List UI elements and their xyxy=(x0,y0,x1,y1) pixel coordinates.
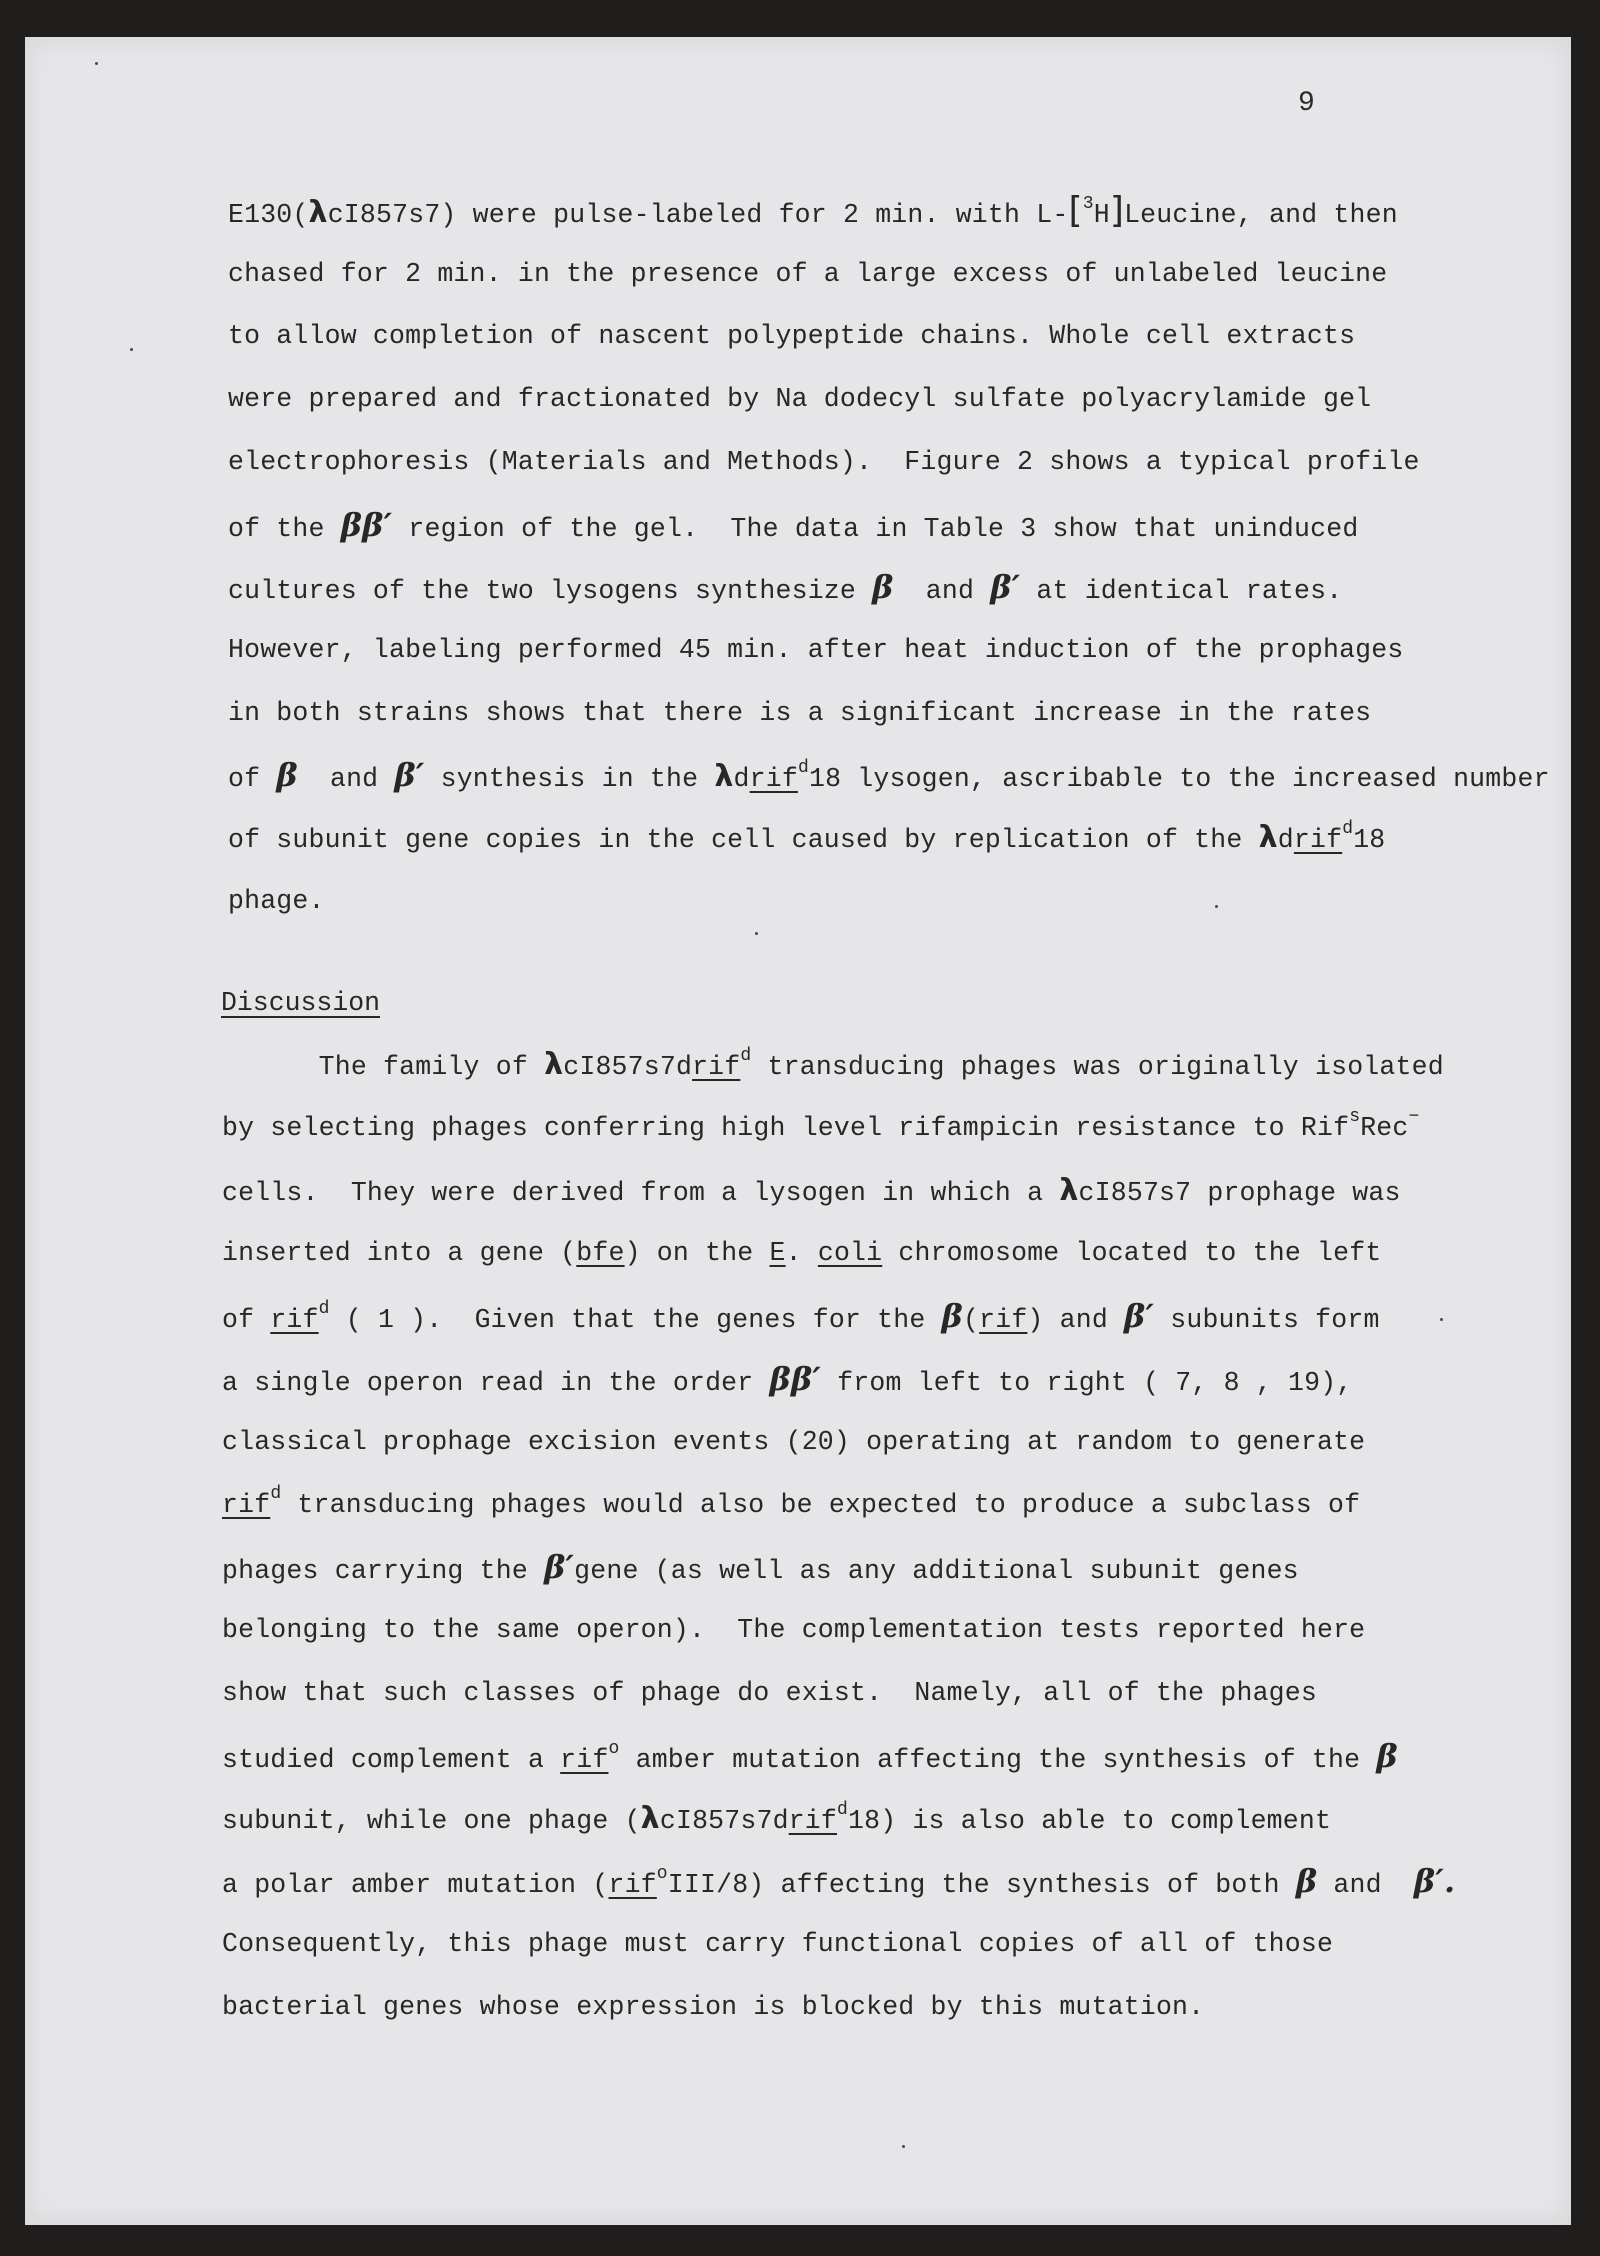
text-run: inserted into a gene ( xyxy=(222,1238,577,1269)
text-run: H xyxy=(1093,200,1110,230)
text-run: chromosome located to the left xyxy=(882,1238,1382,1269)
underlined-term: rif xyxy=(788,1805,837,1836)
text-run: region of the gel. The data in Table 3 show that uninduced xyxy=(392,513,1359,544)
text-run: 18 lysogen, ascribable to the increased number xyxy=(808,764,1550,795)
text-run: subunit, while one phage ( xyxy=(222,1805,641,1836)
scan-speck xyxy=(1215,905,1218,908)
text-run: E130( xyxy=(228,200,309,230)
text-run: from left to right ( 7, 8 , 19), xyxy=(821,1368,1353,1398)
text-run: cI857s7d xyxy=(659,1805,789,1836)
underlined-term: coli xyxy=(817,1238,883,1269)
text-run: bacterial genes whose expression is blocked by this mutation. xyxy=(222,1992,1205,2022)
underlined-term: rif xyxy=(1293,825,1343,855)
text-line xyxy=(228,382,1371,416)
greek-beta: ββ′ xyxy=(340,505,393,544)
text-run: d xyxy=(733,764,750,795)
scan-speck xyxy=(130,348,133,351)
greek-beta: β′ xyxy=(544,1548,575,1587)
text-run: classical prophage excision events (20) operating at random to generate xyxy=(222,1426,1366,1457)
text-run: amber mutation affecting the synthesis of the xyxy=(619,1744,1377,1775)
scan-speck xyxy=(95,62,98,65)
underlined-term: bfe xyxy=(576,1238,625,1269)
discussion-heading: Discussion xyxy=(221,988,381,1018)
text-run: cI857s7d xyxy=(563,1052,693,1082)
text-run: were prepared and fractionated by Na dodecyl sulfate polyacrylamide gel xyxy=(228,384,1372,415)
text-run: III/8) affecting the synthesis of both xyxy=(667,1870,1296,1901)
greek-beta: β xyxy=(1376,1736,1398,1775)
text-line xyxy=(222,1736,1398,1777)
text-run: to allow completion of nascent polypeptide chains. Whole cell extracts xyxy=(228,321,1356,352)
superscript: 3 xyxy=(1082,194,1094,214)
text-run: of xyxy=(222,1305,271,1336)
text-run: gene (as well as any additional subunit genes xyxy=(574,1556,1299,1587)
greek-beta: β xyxy=(276,756,298,795)
text-line xyxy=(222,1236,1381,1270)
superscript: − xyxy=(1408,1106,1420,1127)
scan-speck xyxy=(902,2145,905,2148)
underlined-term: rif xyxy=(560,1744,609,1775)
text-run: of xyxy=(228,764,277,795)
text-run: cells. They were derived from a lysogen in which a xyxy=(222,1177,1060,1208)
text-line xyxy=(222,1174,1401,1210)
underlined-term: rif xyxy=(270,1305,319,1336)
text-run: d xyxy=(1277,825,1294,855)
text-run: of subunit gene copies in the cell caused by replication of the xyxy=(228,825,1259,855)
text-run: However, labeling performed 45 min. after heat induction of the prophages xyxy=(228,634,1404,665)
text-line xyxy=(228,445,1420,479)
text-run: transducing phages would also be expected to produce a subclass of xyxy=(281,1489,1361,1520)
text-run: Consequently, this phage must carry functional copies of all of those xyxy=(222,1929,1334,1960)
superscript: d xyxy=(740,1046,752,1066)
text-line xyxy=(222,1927,1333,1961)
page-number: 9 xyxy=(1298,88,1315,119)
superscript: d xyxy=(837,1799,849,1820)
text-run: in both strains shows that there is a significant increase in the rates xyxy=(228,697,1372,728)
underlined-term: rif xyxy=(692,1052,741,1082)
text-run: by selecting phages conferring high level rifampicin resistance to Rif xyxy=(222,1112,1350,1143)
text-run: a polar amber mutation ( xyxy=(222,1870,609,1901)
superscript: d xyxy=(270,1483,282,1504)
text-line xyxy=(228,257,1387,291)
text-run: show that such classes of phage do exist. Namely, all of the phages xyxy=(222,1678,1317,1708)
greek-beta: β′. xyxy=(1413,1862,1456,1901)
text-run: . xyxy=(785,1238,818,1269)
superscript: o xyxy=(608,1738,620,1759)
text-run: at identical rates. xyxy=(1020,576,1343,607)
text-run: phages carrying the xyxy=(222,1556,545,1587)
text-line xyxy=(228,696,1371,730)
text-run: cI857s7) were pulse-labeled for 2 min. with L- xyxy=(327,200,1069,230)
greek-lambda: λ xyxy=(544,1047,564,1082)
text-run: ( 1 ). Given that the genes for the xyxy=(329,1305,942,1336)
superscript: d xyxy=(797,758,809,779)
underlined-term: rif xyxy=(979,1305,1028,1336)
text-line xyxy=(228,884,325,918)
superscript: s xyxy=(1349,1106,1361,1127)
text-run: ) on the xyxy=(624,1238,770,1269)
text-line xyxy=(228,190,1398,232)
text-run: and xyxy=(297,764,395,795)
text-run: a single operon read in the order xyxy=(222,1368,770,1398)
text-run: ( xyxy=(963,1305,980,1336)
text-line xyxy=(222,1550,1299,1588)
text-line xyxy=(222,1362,1352,1400)
text-run: and xyxy=(1317,1870,1414,1901)
superscript: o xyxy=(656,1864,668,1885)
underlined-term: E xyxy=(769,1238,786,1269)
text-run: transducing phages was originally isolated xyxy=(751,1052,1444,1082)
text-run: cI857s7 prophage was xyxy=(1078,1177,1401,1208)
bracket: ] xyxy=(1109,190,1125,231)
greek-lambda: λ xyxy=(1258,820,1278,855)
text-run: The family of xyxy=(222,1052,545,1082)
text-run: synthesis in the xyxy=(424,764,715,795)
greek-beta: β xyxy=(1295,1862,1318,1901)
underlined-term: rif xyxy=(222,1489,271,1520)
text-line xyxy=(228,633,1404,667)
text-line xyxy=(228,505,1359,546)
text-line xyxy=(222,1799,1332,1838)
text-run: Leucine, and then xyxy=(1124,200,1398,230)
greek-beta: β′ xyxy=(990,568,1021,607)
text-line xyxy=(228,758,1550,796)
text-line xyxy=(222,1864,1455,1902)
text-line xyxy=(222,1676,1317,1710)
text-line xyxy=(222,1299,1380,1337)
greek-lambda: λ xyxy=(714,759,734,795)
text-run: studied complement a xyxy=(222,1744,561,1775)
text-run: phage. xyxy=(228,885,325,916)
greek-lambda: λ xyxy=(308,195,328,230)
greek-beta: β′ xyxy=(1124,1297,1155,1336)
text-line xyxy=(228,821,1385,857)
text-line xyxy=(222,1483,1361,1522)
bracket: [ xyxy=(1068,190,1083,231)
text-run: 18 xyxy=(1353,825,1386,855)
text-line xyxy=(228,319,1355,353)
text-run: subunits form xyxy=(1154,1305,1380,1336)
greek-beta: ββ′ xyxy=(769,1360,822,1398)
text-run: ) and xyxy=(1027,1305,1125,1336)
text-run: 18) is also able to complement xyxy=(848,1805,1332,1836)
text-run: Rec xyxy=(1360,1112,1409,1143)
underlined-term: rif xyxy=(749,764,798,795)
greek-beta: β′ xyxy=(394,756,425,795)
greek-beta: β xyxy=(872,568,894,607)
text-line xyxy=(222,1613,1365,1647)
greek-lambda: λ xyxy=(1059,1172,1079,1208)
text-line xyxy=(222,1106,1420,1145)
text-run: chased for 2 min. in the presence of a large excess of unlabeled leucine xyxy=(228,258,1388,289)
greek-lambda: λ xyxy=(640,1800,660,1836)
text-run: of the xyxy=(228,513,341,544)
scan-speck xyxy=(1440,1318,1443,1321)
text-run: and xyxy=(893,576,991,607)
text-run: cultures of the two lysogens synthesize xyxy=(228,576,873,607)
superscript: d xyxy=(318,1299,330,1320)
text-run: belonging to the same operon). The complementation tests reported here xyxy=(222,1615,1366,1646)
text-run: electrophoresis (Materials and Methods). Figure 2 shows a typical profile xyxy=(228,446,1420,477)
text-line xyxy=(222,1990,1204,2024)
text-line xyxy=(222,1048,1444,1084)
superscript: d xyxy=(1342,819,1354,839)
greek-beta: β xyxy=(941,1297,963,1336)
underlined-term: rif xyxy=(608,1870,657,1901)
text-line xyxy=(222,1425,1365,1459)
scan-speck xyxy=(755,932,758,935)
text-line xyxy=(228,570,1342,608)
